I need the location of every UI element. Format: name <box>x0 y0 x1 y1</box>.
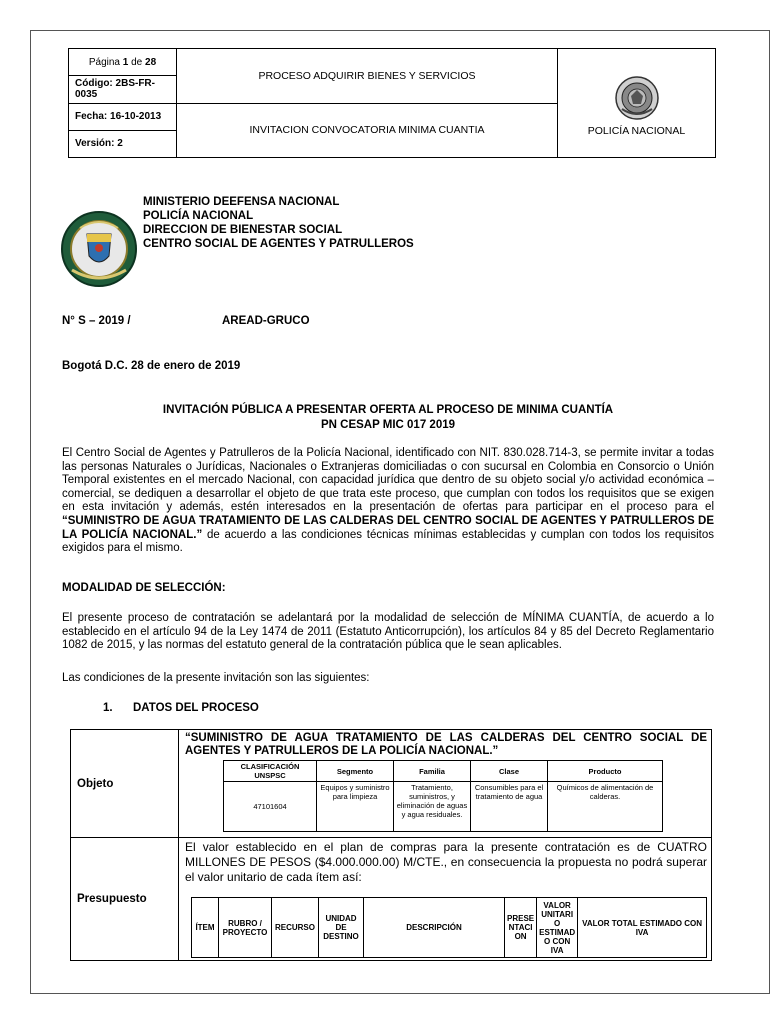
recurso-header: RECURSO <box>272 898 319 958</box>
reference-area: AREAD-GRUCO <box>222 315 310 327</box>
product-header: Producto <box>548 761 663 782</box>
police-seal-icon <box>614 75 660 121</box>
invitation-type-cell <box>177 103 558 158</box>
item-header: ÍTEM <box>192 898 219 958</box>
page-label: Página <box>88 56 120 68</box>
objeto-text: “SUMINISTRO DE AGUA TRATAMIENTO DE LAS CALDERAS DEL CENTRO SOCIAL DE AGENTES Y PATRULLEROS DE LA POLICÍA NACIONAL.” <box>185 732 707 757</box>
presupuesto-text: El valor establecido en el plan de compras para la presente contratación es de CUATRO MILLONES DE PESOS ($4.000.000.00) M/CTE., en consecuencia la propuesta no podrá superar el valor unitario de cada ítem así: <box>185 840 707 884</box>
org-direction: DIRECCION DE BIENESTAR SOCIAL <box>143 224 343 236</box>
invitation-code: PN CESAP MIC 017 2019 <box>320 419 456 431</box>
descripcion-header: DESCRIPCIÓN <box>364 898 505 958</box>
valor-total-header: VALOR TOTAL ESTIMADO CON IVA <box>578 898 707 958</box>
process-title-cell <box>177 49 558 104</box>
modality-paragraph: El presente proceso de contratación se adelantará por la modalidad de selección de MÍNIMA CUANTÍA, de acuerdo a lo establecido en el artículo 94 de la Ley 1474 de 2011 (Estatuto Anticorrupción), los artículos 84 y 85 del Decreto Reglamentario 1082 de 2015, y las normas del estatuto general de la contratación pública que le sean aplicables. <box>62 612 714 652</box>
presupuesto-content-cell <box>179 838 712 961</box>
items-table <box>191 897 707 958</box>
unspsc-header: CLASIFICACIÓN UNSPSC <box>224 761 317 782</box>
family-value: Tratamiento, suministros, y eliminación de aguas y agua residuales. <box>394 782 471 832</box>
valor-unitario-header: VALOR UNITARI O ESTIMAD O CON IVA <box>537 898 578 958</box>
code-cell <box>69 76 177 103</box>
invitation-type: INVITACION CONVOCATORIA MINIMA CUANTIA <box>249 124 485 137</box>
page-number: 1 <box>122 56 129 68</box>
version-cell <box>69 130 177 157</box>
org-ministry: MINISTERIO DEEFENSA NACIONAL <box>143 196 340 208</box>
police-name: POLICÍA NACIONAL <box>587 125 686 137</box>
unidad-header: UNIDAD DE DESTINO <box>319 898 364 958</box>
product-value: Químicos de alimentación de calderas. <box>548 782 663 832</box>
unspsc-value: 47101604 <box>224 782 317 832</box>
section-title: DATOS DEL PROCESO <box>133 702 259 714</box>
intro-text-end: de acuerdo a las condiciones técnicas mínimas establecidas y cumplan con todos los requisitos exigidos para el mismo. <box>62 528 714 555</box>
objeto-label: Objeto <box>77 777 114 790</box>
objeto-content-cell <box>179 730 712 838</box>
segment-header: Segmento <box>317 761 394 782</box>
class-value: Consumibles para el tratamiento de agua <box>471 782 548 832</box>
class-header: Clase <box>471 761 548 782</box>
presentacion-header: PRESE NTACI ON <box>505 898 537 958</box>
reference-number: N° S – 2019 / <box>62 315 131 327</box>
org-center: CENTRO SOCIAL DE AGENTES Y PATRULLEROS <box>143 238 414 250</box>
document-version: Versión: 2 <box>75 138 123 150</box>
document-date: Fecha: 16-10-2013 <box>75 111 162 123</box>
org-police: POLICÍA NACIONAL <box>143 210 254 222</box>
segment-value: Equipos y suministro para limpieza <box>317 782 394 832</box>
section-number: 1. <box>103 702 113 714</box>
process-data-table <box>70 729 712 961</box>
presupuesto-label: Presupuesto <box>77 893 147 905</box>
family-header: Familia <box>394 761 471 782</box>
page-number-cell <box>69 49 177 76</box>
intro-paragraph <box>62 447 714 556</box>
conditions-intro: Las condiciones de la presente invitación son las siguientes: <box>62 672 370 684</box>
page-of: de <box>131 56 143 68</box>
intro-text: El Centro Social de Agentes y Patrulleros de la Policía Nacional, identificado con NIT. 830.028.714-3, se permite invitar a todas las personas Naturales o Jurídicas, Nacionales o Extranjeras domiciliadas o con sucursal en Colombia en Consorcio o Unión Temporal existentes en el mercado Nacional, con capacidad jurídica que dentro de su objeto social y/o actividad económica – comercial, se dediquen a desarrollar el objeto de que trata este proceso, que cumplan con todos los requisitos que se exigen en esta invitación y además, estén interesados en la presentación de ofertas para participar en el proceso para el <box>62 447 714 514</box>
presupuesto-label-cell <box>71 838 179 961</box>
document-header-table <box>68 48 716 158</box>
intro-object-bold: “SUMINISTRO DE AGUA TRATAMIENTO DE LAS CALDERAS DEL CENTRO SOCIAL DE AGENTES Y PATRULLEROS DE LA POLICÍA NACIONAL.” <box>62 514 714 541</box>
police-logo-cell <box>558 49 716 158</box>
republic-seal-icon <box>60 210 138 288</box>
process-title: PROCESO ADQUIRIR BIENES Y SERVICIOS <box>258 69 476 82</box>
modality-heading: MODALIDAD DE SELECCIÓN: <box>62 582 226 594</box>
rubro-header: RUBRO / PROYECTO <box>219 898 272 958</box>
objeto-label-cell <box>71 730 179 838</box>
unspsc-table <box>223 760 663 832</box>
date-cell <box>69 103 177 130</box>
document-code: Código: 2BS-FR-0035 <box>75 78 155 101</box>
invitation-title: INVITACIÓN PÚBLICA A PRESENTAR OFERTA AL PROCESO DE MINIMA CUANTÍA <box>162 404 614 416</box>
page-total: 28 <box>145 56 157 68</box>
letter-date: Bogotá D.C. 28 de enero de 2019 <box>62 360 241 372</box>
